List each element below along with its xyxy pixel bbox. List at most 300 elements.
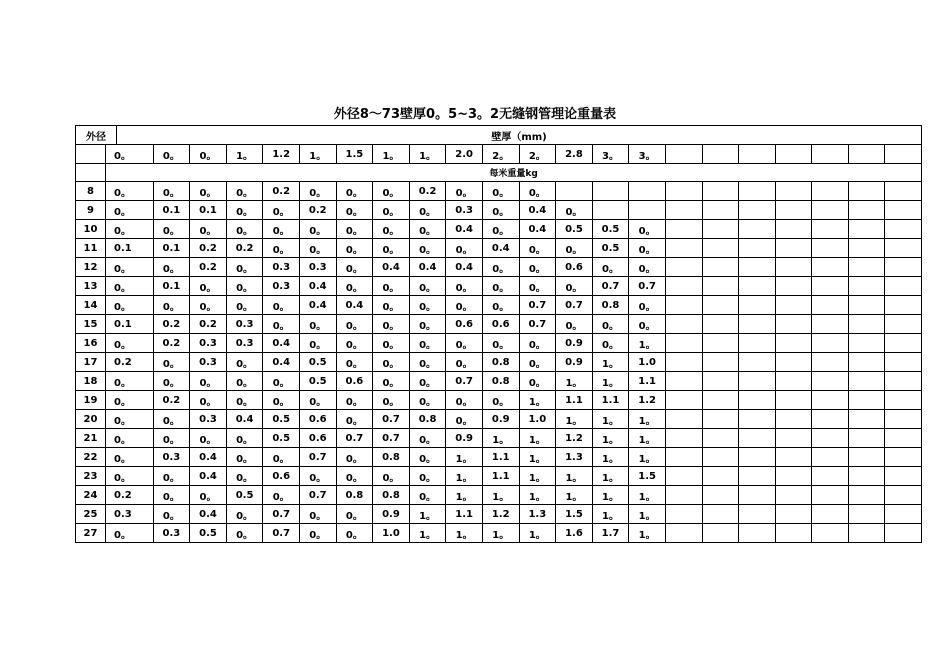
weight-cell bbox=[812, 372, 849, 391]
weight-cell: 0。 bbox=[592, 334, 629, 353]
thickness-cell: 1。 bbox=[373, 145, 410, 164]
weight-cell: 0.5 bbox=[299, 353, 336, 372]
thickness-cell bbox=[775, 145, 812, 164]
weight-cell bbox=[665, 391, 702, 410]
weight-cell: 0。 bbox=[373, 334, 410, 353]
weight-cell: 0.7 bbox=[263, 524, 300, 543]
weight-cell: 0.4 bbox=[190, 448, 227, 467]
weight-cell: 1.1 bbox=[482, 448, 519, 467]
weight-cell: 0.7 bbox=[299, 448, 336, 467]
weight-cell: 1.5 bbox=[556, 505, 593, 524]
weight-cell: 0.3 bbox=[106, 505, 154, 524]
weight-cell: 0。 bbox=[106, 391, 154, 410]
weight-cell bbox=[592, 182, 629, 201]
weight-cell bbox=[739, 410, 776, 429]
weight-cell: 0。 bbox=[106, 334, 154, 353]
weight-cell bbox=[885, 277, 922, 296]
weight-cell: 0。 bbox=[106, 182, 154, 201]
weight-cell: 1.2 bbox=[556, 429, 593, 448]
weight-cell: 0。 bbox=[409, 239, 446, 258]
weight-cell: 0。 bbox=[226, 277, 263, 296]
weight-cell bbox=[812, 410, 849, 429]
weight-cell: 1。 bbox=[409, 524, 446, 543]
weight-cell: 0.9 bbox=[373, 505, 410, 524]
weight-cell bbox=[812, 182, 849, 201]
weight-cell bbox=[812, 467, 849, 486]
weight-cell: 0。 bbox=[106, 296, 154, 315]
od-header: 外径 bbox=[76, 126, 117, 145]
weight-cell: 0。 bbox=[519, 353, 556, 372]
weight-cell: 0.1 bbox=[153, 239, 190, 258]
weight-cell: 0.1 bbox=[153, 201, 190, 220]
weight-cell: 0。 bbox=[299, 315, 336, 334]
weight-cell bbox=[848, 372, 885, 391]
weight-cell: 0。 bbox=[299, 220, 336, 239]
weight-cell: 1.2 bbox=[482, 505, 519, 524]
weight-cell bbox=[885, 220, 922, 239]
weight-cell: 0.7 bbox=[629, 277, 666, 296]
weight-cell bbox=[812, 429, 849, 448]
weight-cell: 1。 bbox=[446, 448, 483, 467]
weight-cell: 0。 bbox=[190, 277, 227, 296]
outer-diameter-cell: 24 bbox=[76, 486, 106, 505]
weight-cell: 0.2 bbox=[299, 201, 336, 220]
weight-cell: 0。 bbox=[263, 372, 300, 391]
weight-cell: 0。 bbox=[106, 467, 154, 486]
weight-cell bbox=[702, 239, 739, 258]
weight-cell bbox=[665, 258, 702, 277]
table-row bbox=[76, 334, 922, 353]
weight-cell: 0。 bbox=[482, 182, 519, 201]
weight-cell bbox=[775, 201, 812, 220]
weight-cell: 0.3 bbox=[263, 258, 300, 277]
weight-cell: 0。 bbox=[226, 182, 263, 201]
weight-cell: 0.4 bbox=[190, 467, 227, 486]
weight-cell: 1.0 bbox=[519, 410, 556, 429]
thickness-cell: 3。 bbox=[629, 145, 666, 164]
weight-cell bbox=[885, 353, 922, 372]
weight-cell: 0。 bbox=[519, 182, 556, 201]
weight-cell: 0.8 bbox=[482, 353, 519, 372]
weight-cell: 0。 bbox=[409, 277, 446, 296]
weight-cell bbox=[848, 524, 885, 543]
weight-cell: 1。 bbox=[592, 429, 629, 448]
corner-cell bbox=[76, 145, 106, 164]
weight-cell: 0。 bbox=[519, 334, 556, 353]
weight-cell: 0。 bbox=[299, 524, 336, 543]
weight-cell: 0。 bbox=[373, 467, 410, 486]
thickness-cell: 1。 bbox=[409, 145, 446, 164]
weight-cell: 0.8 bbox=[409, 410, 446, 429]
weight-cell bbox=[775, 315, 812, 334]
weight-cell: 0.3 bbox=[153, 524, 190, 543]
weight-cell bbox=[739, 220, 776, 239]
outer-diameter-cell: 27 bbox=[76, 524, 106, 543]
weight-cell: 0。 bbox=[446, 410, 483, 429]
weight-cell: 1。 bbox=[592, 486, 629, 505]
weight-cell: 1。 bbox=[629, 410, 666, 429]
weight-cell: 0。 bbox=[336, 353, 373, 372]
weight-cell: 1.5 bbox=[629, 467, 666, 486]
weight-cell: 1.3 bbox=[556, 448, 593, 467]
weight-cell: 0.4 bbox=[263, 353, 300, 372]
weight-cell bbox=[848, 486, 885, 505]
weight-cell: 1。 bbox=[556, 467, 593, 486]
weight-cell bbox=[812, 486, 849, 505]
weight-cell bbox=[812, 220, 849, 239]
weight-cell: 0.7 bbox=[336, 429, 373, 448]
thickness-cell: 1.2 bbox=[263, 145, 300, 164]
weight-cell: 0。 bbox=[446, 182, 483, 201]
weight-cell: 0。 bbox=[336, 448, 373, 467]
weight-cell: 0。 bbox=[106, 410, 154, 429]
weight-cell bbox=[885, 391, 922, 410]
thickness-cell: 3。 bbox=[592, 145, 629, 164]
weight-cell: 0.4 bbox=[519, 220, 556, 239]
weight-cell: 0.1 bbox=[106, 315, 154, 334]
weight-cell: 0。 bbox=[190, 220, 227, 239]
weight-cell: 0。 bbox=[629, 220, 666, 239]
table-row bbox=[76, 505, 922, 524]
weight-cell: 0。 bbox=[153, 372, 190, 391]
weight-cell bbox=[848, 277, 885, 296]
weight-cell: 0。 bbox=[106, 220, 154, 239]
weight-cell: 0。 bbox=[409, 372, 446, 391]
weight-cell bbox=[739, 277, 776, 296]
weight-cell: 0.7 bbox=[373, 429, 410, 448]
weight-cell: 0.3 bbox=[226, 334, 263, 353]
weight-cell bbox=[665, 486, 702, 505]
weight-cell: 0.2 bbox=[226, 239, 263, 258]
weight-per-meter-header: 每米重量kg bbox=[106, 164, 922, 182]
weight-cell bbox=[848, 391, 885, 410]
weight-cell bbox=[665, 524, 702, 543]
weight-cell bbox=[812, 353, 849, 372]
weight-cell: 1。 bbox=[629, 524, 666, 543]
weight-cell: 0.5 bbox=[592, 239, 629, 258]
weight-cell bbox=[665, 372, 702, 391]
weight-cell: 0。 bbox=[153, 182, 190, 201]
weight-cell: 0.9 bbox=[482, 410, 519, 429]
weight-cell bbox=[775, 353, 812, 372]
weight-cell: 1。 bbox=[519, 391, 556, 410]
weight-cell: 0.1 bbox=[106, 239, 154, 258]
weight-cell: 0。 bbox=[373, 353, 410, 372]
weight-cell bbox=[775, 524, 812, 543]
weight-cell: 1.1 bbox=[446, 505, 483, 524]
weight-cell bbox=[775, 258, 812, 277]
table-row bbox=[76, 277, 922, 296]
weight-cell: 0。 bbox=[556, 277, 593, 296]
weight-cell: 0.2 bbox=[190, 239, 227, 258]
weight-cell: 0。 bbox=[409, 429, 446, 448]
weight-cell bbox=[775, 220, 812, 239]
weight-cell bbox=[702, 258, 739, 277]
weight-cell: 0。 bbox=[336, 334, 373, 353]
table-row bbox=[76, 296, 922, 315]
outer-diameter-cell: 17 bbox=[76, 353, 106, 372]
weight-cell: 0。 bbox=[299, 182, 336, 201]
weight-cell: 0。 bbox=[299, 391, 336, 410]
weight-cell bbox=[739, 429, 776, 448]
weight-cell bbox=[739, 201, 776, 220]
corner-cell bbox=[76, 164, 106, 182]
table-row bbox=[76, 486, 922, 505]
weight-cell: 0。 bbox=[446, 334, 483, 353]
weight-cell bbox=[775, 429, 812, 448]
weight-cell: 0.4 bbox=[263, 334, 300, 353]
weight-cell: 1.1 bbox=[592, 391, 629, 410]
weight-cell: 0。 bbox=[519, 239, 556, 258]
weight-cell bbox=[775, 182, 812, 201]
weight-cell: 0。 bbox=[106, 429, 154, 448]
weight-cell bbox=[665, 353, 702, 372]
thickness-cell: 1.5 bbox=[336, 145, 373, 164]
weight-cell bbox=[885, 201, 922, 220]
weight-cell: 0。 bbox=[336, 258, 373, 277]
weight-cell: 0.5 bbox=[263, 410, 300, 429]
weight-cell bbox=[665, 201, 702, 220]
weight-cell: 0。 bbox=[263, 296, 300, 315]
weight-cell bbox=[775, 391, 812, 410]
weight-cell: 0.4 bbox=[446, 258, 483, 277]
weight-cell bbox=[665, 505, 702, 524]
weight-cell bbox=[848, 448, 885, 467]
weight-cell: 0.7 bbox=[556, 296, 593, 315]
table-row bbox=[76, 315, 922, 334]
weight-cell: 0。 bbox=[556, 201, 593, 220]
weight-cell: 0.9 bbox=[556, 353, 593, 372]
weight-cell: 0。 bbox=[446, 277, 483, 296]
weight-cell: 0。 bbox=[263, 239, 300, 258]
weight-cell: 1。 bbox=[556, 486, 593, 505]
table-row bbox=[76, 448, 922, 467]
weight-cell: 0。 bbox=[519, 258, 556, 277]
weight-cell: 0。 bbox=[226, 448, 263, 467]
weight-cell: 0.6 bbox=[556, 258, 593, 277]
weight-cell: 1。 bbox=[446, 524, 483, 543]
weight-cell: 0。 bbox=[482, 258, 519, 277]
weight-cell: 1.1 bbox=[629, 372, 666, 391]
weight-cell: 0.4 bbox=[446, 220, 483, 239]
weight-cell bbox=[702, 524, 739, 543]
thickness-cell: 1。 bbox=[226, 145, 263, 164]
weight-cell bbox=[739, 315, 776, 334]
weight-cell: 0。 bbox=[446, 239, 483, 258]
weight-cell bbox=[848, 315, 885, 334]
weight-cell bbox=[775, 448, 812, 467]
outer-diameter-cell: 14 bbox=[76, 296, 106, 315]
weight-cell bbox=[812, 334, 849, 353]
weight-cell: 0。 bbox=[373, 201, 410, 220]
weight-cell: 0。 bbox=[299, 467, 336, 486]
weight-cell: 1。 bbox=[592, 372, 629, 391]
weight-cell bbox=[702, 353, 739, 372]
weight-cell: 0。 bbox=[106, 524, 154, 543]
weight-cell bbox=[665, 334, 702, 353]
weight-cell: 0。 bbox=[226, 258, 263, 277]
weight-cell bbox=[885, 505, 922, 524]
weight-cell: 0.3 bbox=[190, 410, 227, 429]
weight-cell: 0。 bbox=[226, 391, 263, 410]
table-row bbox=[76, 201, 922, 220]
weight-cell: 0。 bbox=[106, 201, 154, 220]
thickness-row bbox=[76, 145, 922, 164]
weight-cell bbox=[739, 353, 776, 372]
weight-cell: 1.6 bbox=[556, 524, 593, 543]
weight-cell: 0。 bbox=[336, 239, 373, 258]
thickness-cell: 1。 bbox=[299, 145, 336, 164]
weight-cell bbox=[775, 410, 812, 429]
weight-cell: 0.5 bbox=[556, 220, 593, 239]
thickness-cell: 2。 bbox=[519, 145, 556, 164]
weight-cell: 0.4 bbox=[482, 239, 519, 258]
table-row bbox=[76, 182, 922, 201]
table-row bbox=[76, 429, 922, 448]
weight-cell bbox=[702, 467, 739, 486]
weight-cell bbox=[665, 296, 702, 315]
weight-cell bbox=[885, 315, 922, 334]
weight-cell bbox=[885, 258, 922, 277]
weight-cell: 0。 bbox=[519, 372, 556, 391]
weight-cell: 0。 bbox=[629, 258, 666, 277]
weight-cell: 0.4 bbox=[409, 258, 446, 277]
weight-cell bbox=[702, 448, 739, 467]
weight-cell: 1。 bbox=[592, 410, 629, 429]
table-row bbox=[76, 372, 922, 391]
weight-cell: 0.5 bbox=[226, 486, 263, 505]
outer-diameter-cell: 20 bbox=[76, 410, 106, 429]
weight-cell: 0。 bbox=[153, 296, 190, 315]
thickness-cell bbox=[665, 145, 702, 164]
weight-cell: 0.7 bbox=[299, 486, 336, 505]
weight-cell: 0。 bbox=[299, 239, 336, 258]
weight-cell: 0.8 bbox=[592, 296, 629, 315]
weight-cell: 0。 bbox=[153, 467, 190, 486]
weight-cell bbox=[556, 182, 593, 201]
weight-cell: 1。 bbox=[519, 467, 556, 486]
weight-cell: 0.8 bbox=[336, 486, 373, 505]
weight-cell: 0。 bbox=[409, 391, 446, 410]
thickness-cell bbox=[812, 145, 849, 164]
weight-cell bbox=[848, 429, 885, 448]
weight-cell: 0。 bbox=[336, 467, 373, 486]
table-row bbox=[76, 220, 922, 239]
table-row bbox=[76, 258, 922, 277]
outer-diameter-cell: 10 bbox=[76, 220, 106, 239]
weight-cell bbox=[885, 467, 922, 486]
thickness-cell bbox=[885, 145, 922, 164]
weight-cell: 0.6 bbox=[263, 467, 300, 486]
weight-cell: 0.8 bbox=[373, 486, 410, 505]
weight-cell bbox=[739, 296, 776, 315]
weight-cell bbox=[702, 296, 739, 315]
weight-cell bbox=[848, 296, 885, 315]
weight-cell: 1.0 bbox=[373, 524, 410, 543]
weight-cell: 0。 bbox=[226, 220, 263, 239]
weight-cell: 1。 bbox=[519, 486, 556, 505]
weight-cell: 0。 bbox=[446, 353, 483, 372]
weight-cell bbox=[739, 239, 776, 258]
weight-cell: 0.3 bbox=[190, 334, 227, 353]
weight-cell: 0.3 bbox=[299, 258, 336, 277]
weight-cell: 0。 bbox=[409, 201, 446, 220]
weight-cell: 0.3 bbox=[226, 315, 263, 334]
weight-cell: 0。 bbox=[373, 239, 410, 258]
weight-cell: 0.6 bbox=[299, 410, 336, 429]
weight-cell: 0。 bbox=[153, 220, 190, 239]
weight-cell: 1。 bbox=[629, 429, 666, 448]
weight-cell bbox=[702, 410, 739, 429]
weight-cell: 1.1 bbox=[556, 391, 593, 410]
weight-cell: 0。 bbox=[336, 220, 373, 239]
weight-cell bbox=[812, 258, 849, 277]
weight-cell: 0.2 bbox=[106, 353, 154, 372]
weight-cell bbox=[812, 296, 849, 315]
weight-cell: 0。 bbox=[153, 410, 190, 429]
weight-cell bbox=[885, 524, 922, 543]
thickness-cell: 0。 bbox=[153, 145, 190, 164]
weight-cell bbox=[665, 277, 702, 296]
thickness-cell: 0。 bbox=[106, 145, 154, 164]
weight-cell: 1.0 bbox=[629, 353, 666, 372]
weight-cell: 0。 bbox=[592, 315, 629, 334]
weight-table bbox=[75, 125, 922, 543]
weight-cell bbox=[885, 334, 922, 353]
weight-cell: 0。 bbox=[373, 277, 410, 296]
outer-diameter-cell: 25 bbox=[76, 505, 106, 524]
weight-cell bbox=[812, 239, 849, 258]
weight-cell bbox=[665, 410, 702, 429]
weight-cell bbox=[775, 277, 812, 296]
weight-cell: 1。 bbox=[446, 486, 483, 505]
weight-cell: 0.2 bbox=[106, 486, 154, 505]
weight-cell: 0。 bbox=[482, 391, 519, 410]
thickness-cell: 2.8 bbox=[556, 145, 593, 164]
weight-cell: 0。 bbox=[263, 220, 300, 239]
table-row bbox=[76, 467, 922, 486]
weight-cell bbox=[739, 372, 776, 391]
weight-cell: 0.7 bbox=[263, 505, 300, 524]
weight-cell: 0.4 bbox=[336, 296, 373, 315]
weight-cell bbox=[812, 448, 849, 467]
weight-cell bbox=[665, 220, 702, 239]
weight-cell: 1。 bbox=[592, 505, 629, 524]
weight-cell: 0.8 bbox=[373, 448, 410, 467]
weight-cell: 0。 bbox=[556, 315, 593, 334]
weight-cell bbox=[775, 372, 812, 391]
unit-row bbox=[76, 164, 922, 182]
weight-cell: 1。 bbox=[519, 524, 556, 543]
weight-cell: 0。 bbox=[263, 391, 300, 410]
weight-cell bbox=[702, 277, 739, 296]
weight-cell: 0。 bbox=[409, 353, 446, 372]
weight-cell bbox=[885, 448, 922, 467]
weight-cell: 0。 bbox=[482, 296, 519, 315]
weight-cell: 0.5 bbox=[190, 524, 227, 543]
weight-cell: 0。 bbox=[153, 353, 190, 372]
weight-cell bbox=[739, 486, 776, 505]
weight-cell bbox=[848, 353, 885, 372]
weight-cell bbox=[629, 182, 666, 201]
weight-cell: 0。 bbox=[263, 315, 300, 334]
weight-cell: 0.3 bbox=[190, 353, 227, 372]
weight-cell: 1。 bbox=[519, 429, 556, 448]
weight-cell bbox=[812, 524, 849, 543]
weight-cell: 0。 bbox=[190, 296, 227, 315]
weight-cell bbox=[848, 467, 885, 486]
weight-cell: 0。 bbox=[226, 353, 263, 372]
